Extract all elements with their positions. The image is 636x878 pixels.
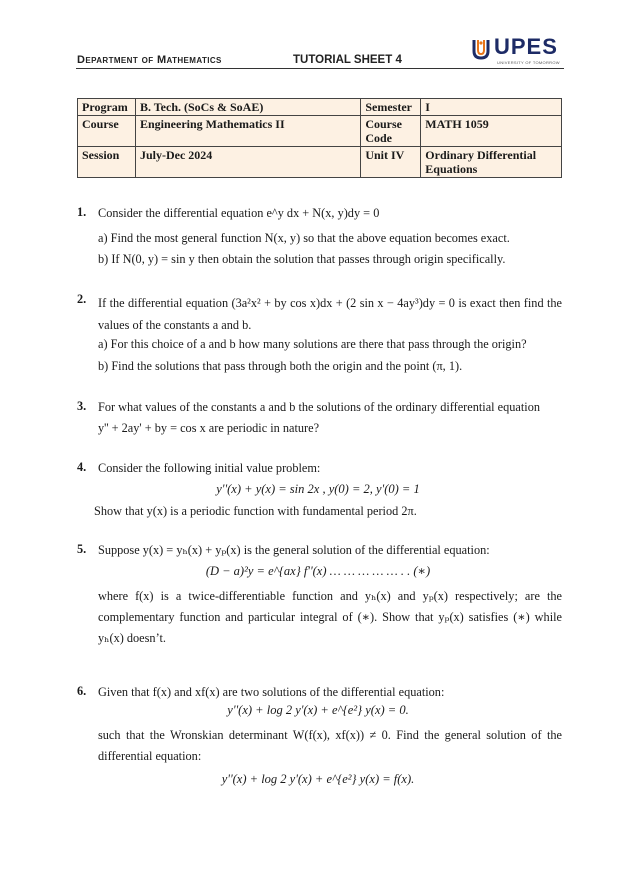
question-5-text: Suppose y(x) = yₕ(x) + yₚ(x) is the general solution of the differential equation: [98,543,490,557]
upes-logo [470,35,566,69]
course-info-table [77,98,562,178]
question-2-part-a: a) For this choice of a and b how many solutions are there that pass through the origin? [98,337,527,351]
question-1-part-b: b) If N(0, y) = sin y then obtain the solution that passes through origin specifically. [98,252,506,266]
question-4-text: Consider the following initial value problem: [98,461,321,475]
semester-value: I [421,99,562,116]
department-name: Department of Mathematics [77,54,222,66]
semester-label: Semester [361,99,421,116]
program-value: B. Tech. (SoCs & SoAE) [135,99,360,116]
question-6-text: Given that f(x) and xf(x) are two solutions of the differential equation: [98,685,445,699]
logo-wordmark: UPES [494,34,558,59]
question-1-number: 1. [77,205,87,219]
course-label: Course [78,116,136,147]
table-row [78,147,562,178]
question-4-equation: y''(x) + y(x) = sin 2x , y(0) = 2, y'(0) = 1 [216,482,420,496]
question-5-equation: (D − a)²y = e^{ax} f''(x) … … … … … . . (∗) [205,564,431,578]
unit-label: Unit IV [361,147,421,178]
session-label: Session [78,147,136,178]
table-row [78,116,562,147]
question-6-number: 6. [77,684,87,698]
upes-logo-mark-icon [470,37,492,61]
sheet-title: TUTORIAL SHEET 4 [293,54,402,66]
program-label: Program [78,99,136,116]
question-6-equation-2: y''(x) + log 2 y'(x) + e^{e²} y(x) = f(x). [221,772,415,786]
question-6-equation: y''(x) + log 2 y'(x) + e^{e²} y(x) = 0. [227,703,409,717]
table-row [78,99,562,116]
question-2-number: 2. [77,292,87,306]
question-5-explanation: where f(x) is a twice-differentiable function and yₕ(x) and yₚ(x) respectively; are the complementary function and particular integral of (∗). Show that yₚ(x) satisfies (∗) while yₕ(x) doesn’t. [98,589,562,645]
question-2-part-b: b) Find the solutions that pass through both the origin and the point (π, 1). [98,359,463,373]
question-4-number: 4. [77,460,87,474]
unit-value: Ordinary Differential Equations [421,147,562,178]
question-2-text: If the differential equation (3a²x² + by cos x)dx + (2 sin x − 4ay³)dy = 0 is exact then find the values of the constants a and b. [98,296,562,332]
question-3-text: For what values of the constants a and b the solutions of the ordinary differential equation [98,400,541,414]
course-code-value: MATH 1059 [421,116,562,147]
question-5-number: 5. [77,542,87,556]
course-code-label: Course Code [361,116,421,147]
question-3-text-line2: y'' + 2ay' + by = cos x are periodic in nature? [98,421,320,435]
course-value: Engineering Mathematics II [135,116,360,147]
question-1-part-a: a) Find the most general function N(x, y) so that the above equation becomes exact. [98,231,510,245]
session-value: July-Dec 2024 [135,147,360,178]
question-1-text: Consider the differential equation e^y dx + N(x, y)dy = 0 [98,206,380,220]
question-6-explanation: such that the Wronskian determinant W(f(x), xf(x)) ≠ 0. Find the general solution of the differential equation: [98,728,562,763]
logo-tagline: UNIVERSITY OF TOMORROW [497,60,560,65]
question-4-conclusion: Show that y(x) is a periodic function with fundamental period 2π. [94,504,417,518]
question-3-number: 3. [77,399,87,413]
